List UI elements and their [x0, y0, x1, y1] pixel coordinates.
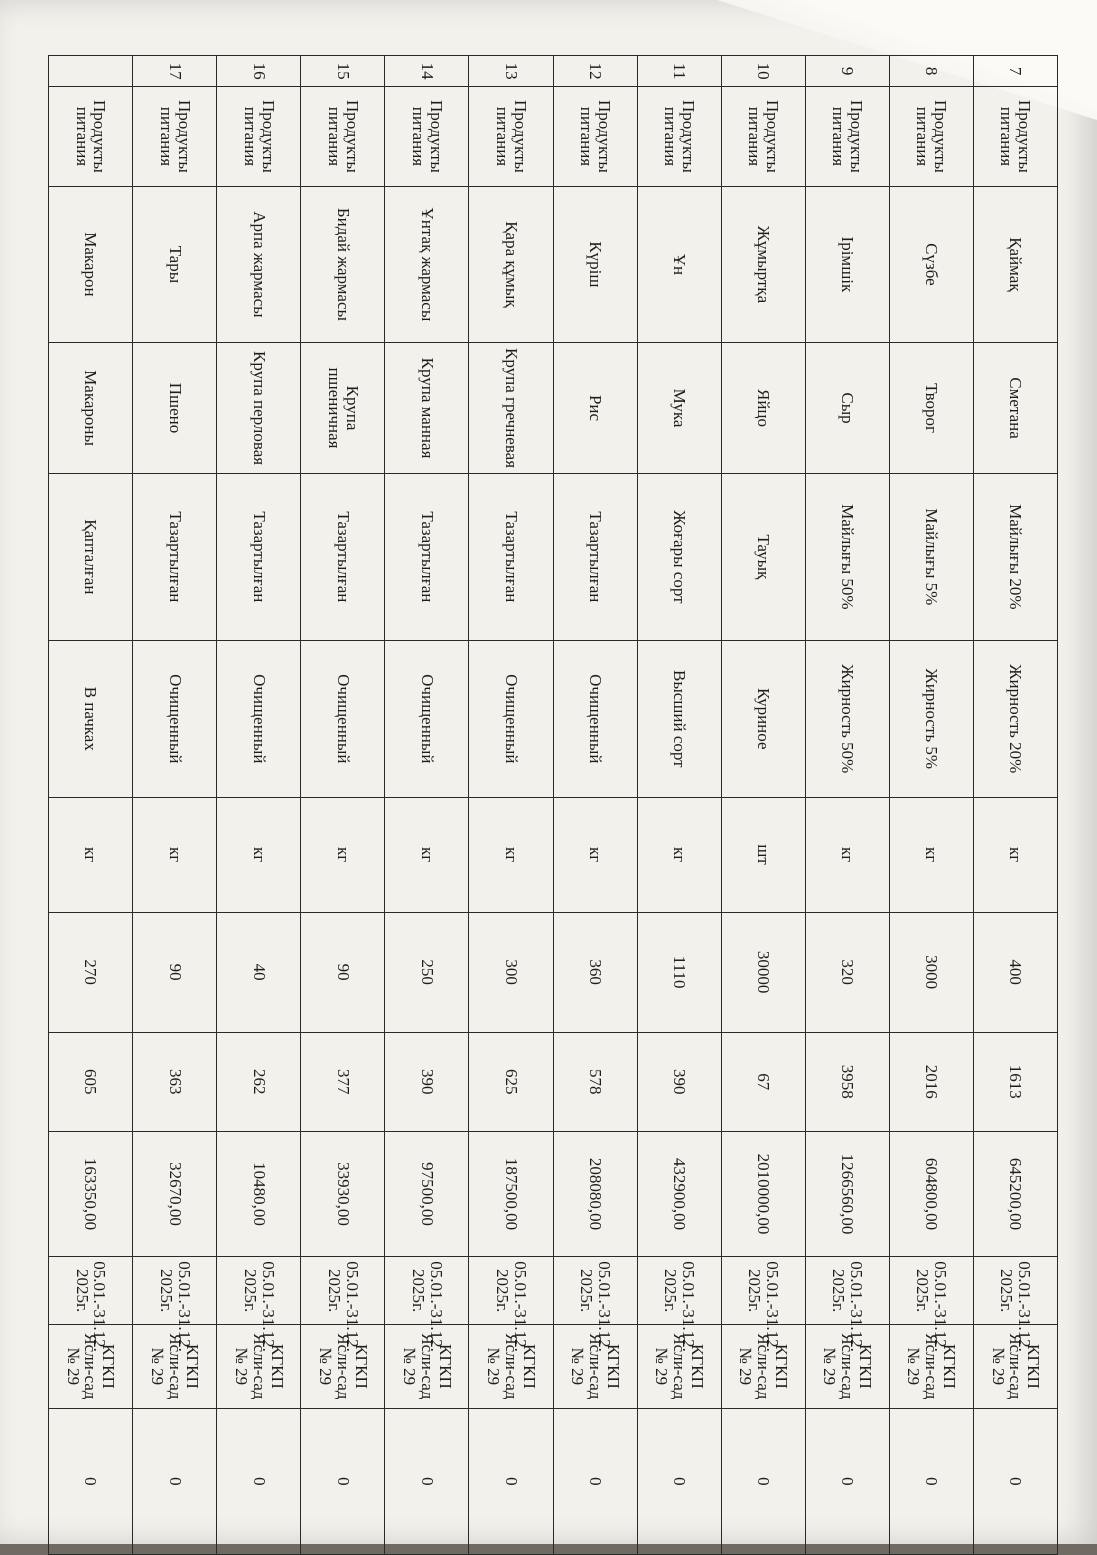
- row-number: 8: [889, 56, 973, 87]
- delivery-place-cell: КГКП Ясли-сад № 29: [553, 1325, 637, 1409]
- name-ru-cell: Крупа гречневая: [469, 343, 553, 474]
- unit-cell: кг: [553, 797, 637, 912]
- row-number: 9: [805, 56, 889, 87]
- quantity-cell: 250: [385, 912, 469, 1032]
- delivery-term-cell: 05.01.-31.12. 2025г.: [637, 1257, 721, 1325]
- table-row: [721, 56, 805, 1555]
- price-cell: 3958: [805, 1032, 889, 1131]
- sum-cell: 10480,00: [217, 1131, 301, 1256]
- delivery-place-cell: КГКП Ясли-сад № 29: [469, 1325, 553, 1409]
- rotated-table-wrapper: [48, 55, 1058, 1555]
- table-row: [637, 56, 721, 1555]
- advance-cell: 0: [889, 1408, 973, 1554]
- delivery-term-cell: 05.01.-31.12. 2025г.: [217, 1257, 301, 1325]
- sum-cell: 33930,00: [301, 1131, 385, 1256]
- delivery-place-cell: КГКП Ясли-сад № 29: [385, 1325, 469, 1409]
- advance-cell: 0: [217, 1408, 301, 1554]
- price-cell: 262: [217, 1032, 301, 1131]
- category-cell: Продукты питания: [49, 87, 133, 186]
- name-ru-cell: Мука: [637, 343, 721, 474]
- name-ru-cell: Рис: [553, 343, 637, 474]
- name-kz-cell: Макарон: [49, 186, 133, 343]
- spec-ru-cell: Очищенный: [217, 640, 301, 797]
- delivery-place-cell: КГКП Ясли-сад № 29: [721, 1325, 805, 1409]
- category-cell: Продукты питания: [805, 87, 889, 186]
- row-number: 14: [385, 56, 469, 87]
- table-row: [133, 56, 217, 1555]
- unit-cell: кг: [385, 797, 469, 912]
- table-row: [301, 56, 385, 1555]
- spec-kz-cell: Майлығы 5%: [889, 473, 973, 640]
- price-cell: 67: [721, 1032, 805, 1131]
- category-cell: Продукты питания: [721, 87, 805, 186]
- spec-kz-cell: Тазартылған: [133, 473, 217, 640]
- delivery-term-cell: 05.01.-31.12. 2025г.: [385, 1257, 469, 1325]
- spec-kz-cell: Қапталған: [49, 473, 133, 640]
- row-number: 17: [133, 56, 217, 87]
- delivery-term-cell: 05.01.-31.12. 2025г.: [721, 1257, 805, 1325]
- name-ru-cell: Творог: [889, 343, 973, 474]
- spec-ru-cell: Очищенный: [385, 640, 469, 797]
- name-kz-cell: Қара құмық: [469, 186, 553, 343]
- quantity-cell: 90: [133, 912, 217, 1032]
- table-row: [385, 56, 469, 1555]
- unit-cell: кг: [973, 797, 1057, 912]
- quantity-cell: 90: [301, 912, 385, 1032]
- advance-cell: 0: [553, 1408, 637, 1554]
- spec-kz-cell: Тазартылған: [301, 473, 385, 640]
- delivery-place-cell: КГКП Ясли-сад № 29: [301, 1325, 385, 1409]
- spec-kz-cell: Тазартылған: [385, 473, 469, 640]
- name-ru-cell: Макароны: [49, 343, 133, 474]
- name-kz-cell: Қаймақ: [973, 186, 1057, 343]
- price-cell: 2016: [889, 1032, 973, 1131]
- category-cell: Продукты питания: [889, 87, 973, 186]
- spec-kz-cell: Тазартылған: [469, 473, 553, 640]
- table-row: [889, 56, 973, 1555]
- spec-ru-cell: Жирность 20%: [973, 640, 1057, 797]
- name-ru-cell: Крупа перловая: [217, 343, 301, 474]
- spec-ru-cell: Очищенный: [133, 640, 217, 797]
- delivery-place-cell: КГКП Ясли-сад № 29: [49, 1325, 133, 1409]
- table-row: [49, 56, 133, 1555]
- category-cell: Продукты питания: [637, 87, 721, 186]
- row-number: [49, 56, 133, 87]
- table-row: [217, 56, 301, 1555]
- advance-cell: 0: [973, 1408, 1057, 1554]
- unit-cell: кг: [301, 797, 385, 912]
- quantity-cell: 300: [469, 912, 553, 1032]
- sum-cell: 187500,00: [469, 1131, 553, 1256]
- delivery-term-cell: 05.01.-31.12. 2025г.: [973, 1257, 1057, 1325]
- delivery-place-cell: КГКП Ясли-сад № 29: [973, 1325, 1057, 1409]
- category-cell: Продукты питания: [553, 87, 637, 186]
- table-body: [49, 56, 1058, 1555]
- row-number: 16: [217, 56, 301, 87]
- quantity-cell: 400: [973, 912, 1057, 1032]
- advance-cell: 0: [805, 1408, 889, 1554]
- name-kz-cell: Ұн: [637, 186, 721, 343]
- table-row: [553, 56, 637, 1555]
- category-cell: Продукты питания: [133, 87, 217, 186]
- name-ru-cell: Яйцо: [721, 343, 805, 474]
- delivery-term-cell: 05.01.-31.12. 2025г.: [889, 1257, 973, 1325]
- name-kz-cell: Ұнтақ жармасы: [385, 186, 469, 343]
- unit-cell: кг: [805, 797, 889, 912]
- unit-cell: кг: [469, 797, 553, 912]
- spec-ru-cell: В пачках: [49, 640, 133, 797]
- row-number: 12: [553, 56, 637, 87]
- price-cell: 377: [301, 1032, 385, 1131]
- spec-ru-cell: Высший сорт: [637, 640, 721, 797]
- spec-kz-cell: Тазартылған: [217, 473, 301, 640]
- unit-cell: кг: [217, 797, 301, 912]
- spec-kz-cell: Тауық: [721, 473, 805, 640]
- category-cell: Продукты питания: [301, 87, 385, 186]
- price-cell: 363: [133, 1032, 217, 1131]
- category-cell: Продукты питания: [385, 87, 469, 186]
- advance-cell: 0: [469, 1408, 553, 1554]
- spec-ru-cell: Куриное: [721, 640, 805, 797]
- name-kz-cell: Бидай жармасы: [301, 186, 385, 343]
- unit-cell: шт: [721, 797, 805, 912]
- table-row: [469, 56, 553, 1555]
- delivery-term-cell: 05.01.-31.12. 2025г.: [805, 1257, 889, 1325]
- advance-cell: 0: [49, 1408, 133, 1554]
- table-row: [805, 56, 889, 1555]
- spec-ru-cell: Очищенный: [301, 640, 385, 797]
- quantity-cell: 3000: [889, 912, 973, 1032]
- name-kz-cell: Ірімшік: [805, 186, 889, 343]
- price-cell: 390: [637, 1032, 721, 1131]
- spec-ru-cell: Жирность 5%: [889, 640, 973, 797]
- name-kz-cell: Арпа жармасы: [217, 186, 301, 343]
- sum-cell: 97500,00: [385, 1131, 469, 1256]
- name-kz-cell: Тары: [133, 186, 217, 343]
- quantity-cell: 1110: [637, 912, 721, 1032]
- category-cell: Продукты питания: [469, 87, 553, 186]
- delivery-term-cell: 05.01.-31.12. 2025г.: [133, 1257, 217, 1325]
- name-kz-cell: Сүзбе: [889, 186, 973, 343]
- name-ru-cell: Пшено: [133, 343, 217, 474]
- delivery-place-cell: КГКП Ясли-сад № 29: [637, 1325, 721, 1409]
- sum-cell: 432900,00: [637, 1131, 721, 1256]
- sum-cell: 2010000,00: [721, 1131, 805, 1256]
- delivery-term-cell: 05.01.-31.12. 2025г.: [49, 1257, 133, 1325]
- sum-cell: 604800,00: [889, 1131, 973, 1256]
- advance-cell: 0: [637, 1408, 721, 1554]
- quantity-cell: 360: [553, 912, 637, 1032]
- procurement-table: [48, 55, 1058, 1555]
- sum-cell: 208080,00: [553, 1131, 637, 1256]
- delivery-place-cell: КГКП Ясли-сад № 29: [889, 1325, 973, 1409]
- unit-cell: кг: [637, 797, 721, 912]
- quantity-cell: 30000: [721, 912, 805, 1032]
- quantity-cell: 40: [217, 912, 301, 1032]
- sum-cell: 163350,00: [49, 1131, 133, 1256]
- row-number: 13: [469, 56, 553, 87]
- name-kz-cell: Жұмыртқа: [721, 186, 805, 343]
- price-cell: 578: [553, 1032, 637, 1131]
- delivery-place-cell: КГКП Ясли-сад № 29: [805, 1325, 889, 1409]
- spec-kz-cell: Майлығы 50%: [805, 473, 889, 640]
- spec-kz-cell: Майлығы 20%: [973, 473, 1057, 640]
- category-cell: Продукты питания: [973, 87, 1057, 186]
- sum-cell: 1266560,00: [805, 1131, 889, 1256]
- advance-cell: 0: [133, 1408, 217, 1554]
- unit-cell: кг: [49, 797, 133, 912]
- spec-ru-cell: Жирность 50%: [805, 640, 889, 797]
- row-number: 10: [721, 56, 805, 87]
- row-number: 15: [301, 56, 385, 87]
- name-ru-cell: Сыр: [805, 343, 889, 474]
- quantity-cell: 320: [805, 912, 889, 1032]
- row-number: 7: [973, 56, 1057, 87]
- spec-kz-cell: Тазартылған: [553, 473, 637, 640]
- delivery-term-cell: 05.01.-31.12. 2025г.: [469, 1257, 553, 1325]
- unit-cell: кг: [133, 797, 217, 912]
- spec-kz-cell: Жоғары сорт: [637, 473, 721, 640]
- name-ru-cell: Сметана: [973, 343, 1057, 474]
- unit-cell: кг: [889, 797, 973, 912]
- name-ru-cell: Крупа пшеничная: [301, 343, 385, 474]
- delivery-place-cell: КГКП Ясли-сад № 29: [133, 1325, 217, 1409]
- advance-cell: 0: [721, 1408, 805, 1554]
- spec-ru-cell: Очищенный: [469, 640, 553, 797]
- price-cell: 605: [49, 1032, 133, 1131]
- advance-cell: 0: [301, 1408, 385, 1554]
- category-cell: Продукты питания: [217, 87, 301, 186]
- price-cell: 390: [385, 1032, 469, 1131]
- table-row: [973, 56, 1057, 1555]
- quantity-cell: 270: [49, 912, 133, 1032]
- delivery-term-cell: 05.01.-31.12. 2025г.: [301, 1257, 385, 1325]
- spec-ru-cell: Очищенный: [553, 640, 637, 797]
- name-kz-cell: Күріш: [553, 186, 637, 343]
- delivery-place-cell: КГКП Ясли-сад № 29: [217, 1325, 301, 1409]
- price-cell: 625: [469, 1032, 553, 1131]
- advance-cell: 0: [385, 1408, 469, 1554]
- sum-cell: 32670,00: [133, 1131, 217, 1256]
- name-ru-cell: Крупа манная: [385, 343, 469, 474]
- row-number: 11: [637, 56, 721, 87]
- price-cell: 1613: [973, 1032, 1057, 1131]
- delivery-term-cell: 05.01.-31.12. 2025г.: [553, 1257, 637, 1325]
- sum-cell: 645200,00: [973, 1131, 1057, 1256]
